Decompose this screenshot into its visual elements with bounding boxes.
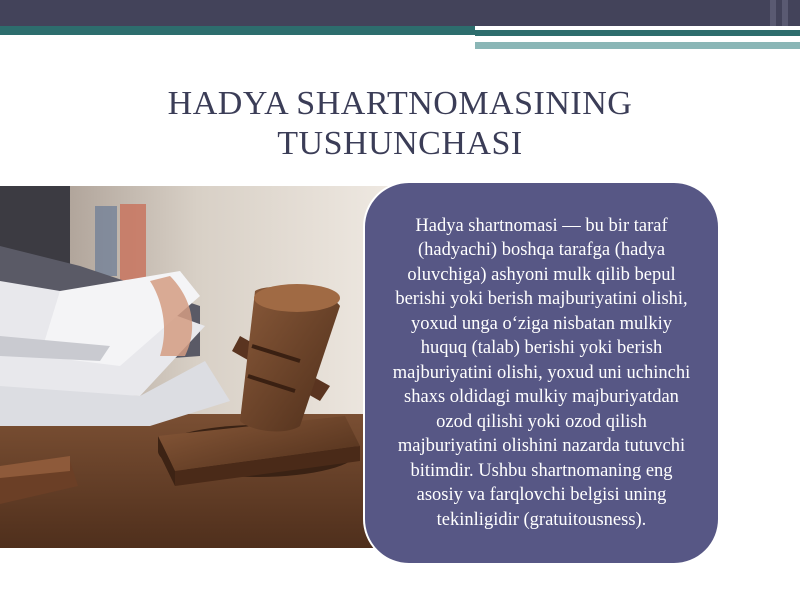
accent-line-right [475, 30, 800, 36]
gavel-photo [0, 186, 395, 548]
definition-text: Hadya shartnomasi — bu bir taraf (hadyachi) boshqa tarafga (hadya oluvchiga) ashyoni mulk qilib bepul berishi yoki berish majburiyatini olishi, yoxud unga o‘ziga nisbatan mulkiy huquq (talab) berishi yoki berish majburiyatini olishi, yoxud uni uchinchi shaxs oldidagi mulkiy majburiyatdan ozod qilishi yoki ozod qilish majburiyatini olishini nazarda tutuvchi bitimdir. Ushbu shartnomaning eng asosiy va farqlovchi belgisi uning tekinligidir (gratuitousness). [392, 215, 691, 530]
accent-line-right-light [475, 42, 800, 49]
header-bar [0, 0, 800, 26]
slide-title [100, 84, 700, 164]
header-bar-edge-stripe [770, 0, 776, 26]
slide-title-line1: HADYA SHARTNOMASINING [167, 85, 633, 122]
definition-textbox [363, 181, 720, 565]
header-bar-edge-stripe [782, 0, 788, 26]
accent-line-left [0, 26, 475, 35]
slide-title-line2: TUSHUNCHASI [277, 125, 523, 162]
